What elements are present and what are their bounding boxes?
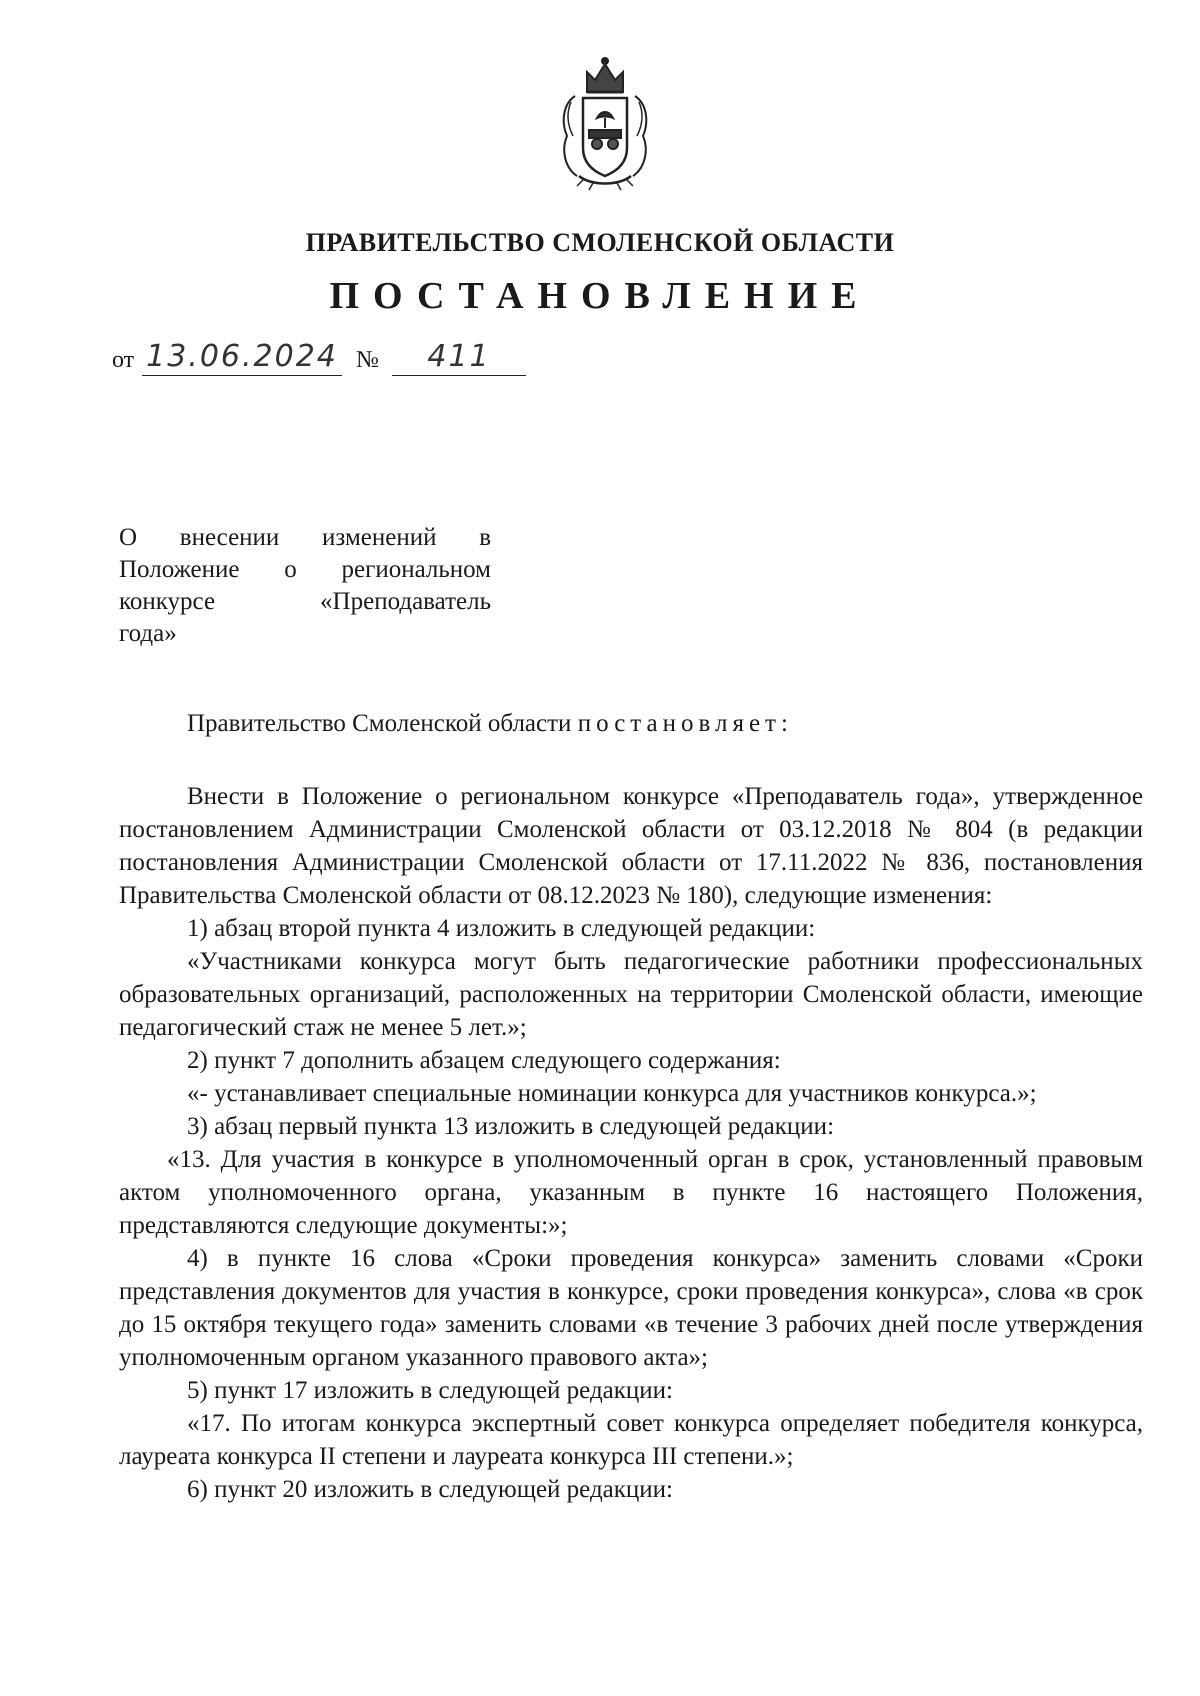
intro-decree-word: постановляет: [577,710,793,737]
paragraph: «13. Для участия в конкурсе в уполномоченный орган в срок, установленный правовым актом уполномоченного органа, указанным в пункте 16 настоящего Положения, представляются следующие документы:»; [119,1146,1143,1239]
number-label: № [356,347,379,373]
title-line: года» [119,620,177,647]
title-line: конкурсе «Преподаватель [119,588,491,615]
date-value: 13.06.2024 [142,339,342,376]
intro-text: Правительство Смоленской области [187,710,578,737]
intro-paragraph [119,707,1143,740]
paragraph: Внести в Положение о региональном конкурсе «Преподаватель года», утвержденное постановлением Администрации Смоленской области от 03.12.2018 № 804 (в редакции постановления Администрации Смоленской области от 17.11.2022 № 836, постановления Правительства Смоленской области от 08.12.2023 № 180), следующие изменения: [119,783,1143,909]
coat-of-arms-icon [553,52,657,192]
document-title [119,522,491,650]
paragraph: 5) пункт 17 изложить в следующей редакции: [187,1377,673,1404]
paragraph: «Участниками конкурса могут быть педагогические работники профессиональных образовательных организаций, расположенных на территории Смоленской области, имеющие педагогический стаж не менее 5 лет.»; [119,948,1143,1041]
document-type: ПОСТАНОВЛЕНИЕ [329,275,871,317]
date-label: от [112,347,135,373]
paragraph: «17. По итогам конкурса экспертный совет конкурса определяет победителя конкурса, лауреата конкурса II степени и лауреата конкурса III степени.»; [119,1410,1143,1470]
organization-name: ПРАВИТЕЛЬСТВО СМОЛЕНСКОЙ ОБЛАСТИ [305,228,895,257]
title-line: О внесении изменений в [119,524,491,551]
number-value: 411 [392,339,526,376]
paragraph: 4) в пункте 16 слова «Сроки проведения конкурса» заменить словами «Сроки представления документов для участия в конкурсе, сроки проведения конкурса», слова «в срок до 15 октября текущего года» заменить словами «в течение 3 рабочих дней после утверждения уполномоченным органом указанного правового акта»; [119,1245,1143,1371]
title-line: Положение о региональном [119,556,491,583]
paragraph: 2) пункт 7 дополнить абзацем следующего содержания: [187,1047,781,1074]
paragraph: «- устанавливает специальные номинации конкурса для участников конкурса.»; [187,1080,1037,1107]
paragraph: 1) абзац второй пункта 4 изложить в следующей редакции: [187,915,816,942]
document-date-number [112,340,552,380]
paragraph: 6) пункт 20 изложить в следующей редакции: [187,1476,673,1503]
paragraph: 3) абзац первый пункта 13 изложить в следующей редакции: [187,1113,835,1140]
document-body [119,707,1143,1506]
